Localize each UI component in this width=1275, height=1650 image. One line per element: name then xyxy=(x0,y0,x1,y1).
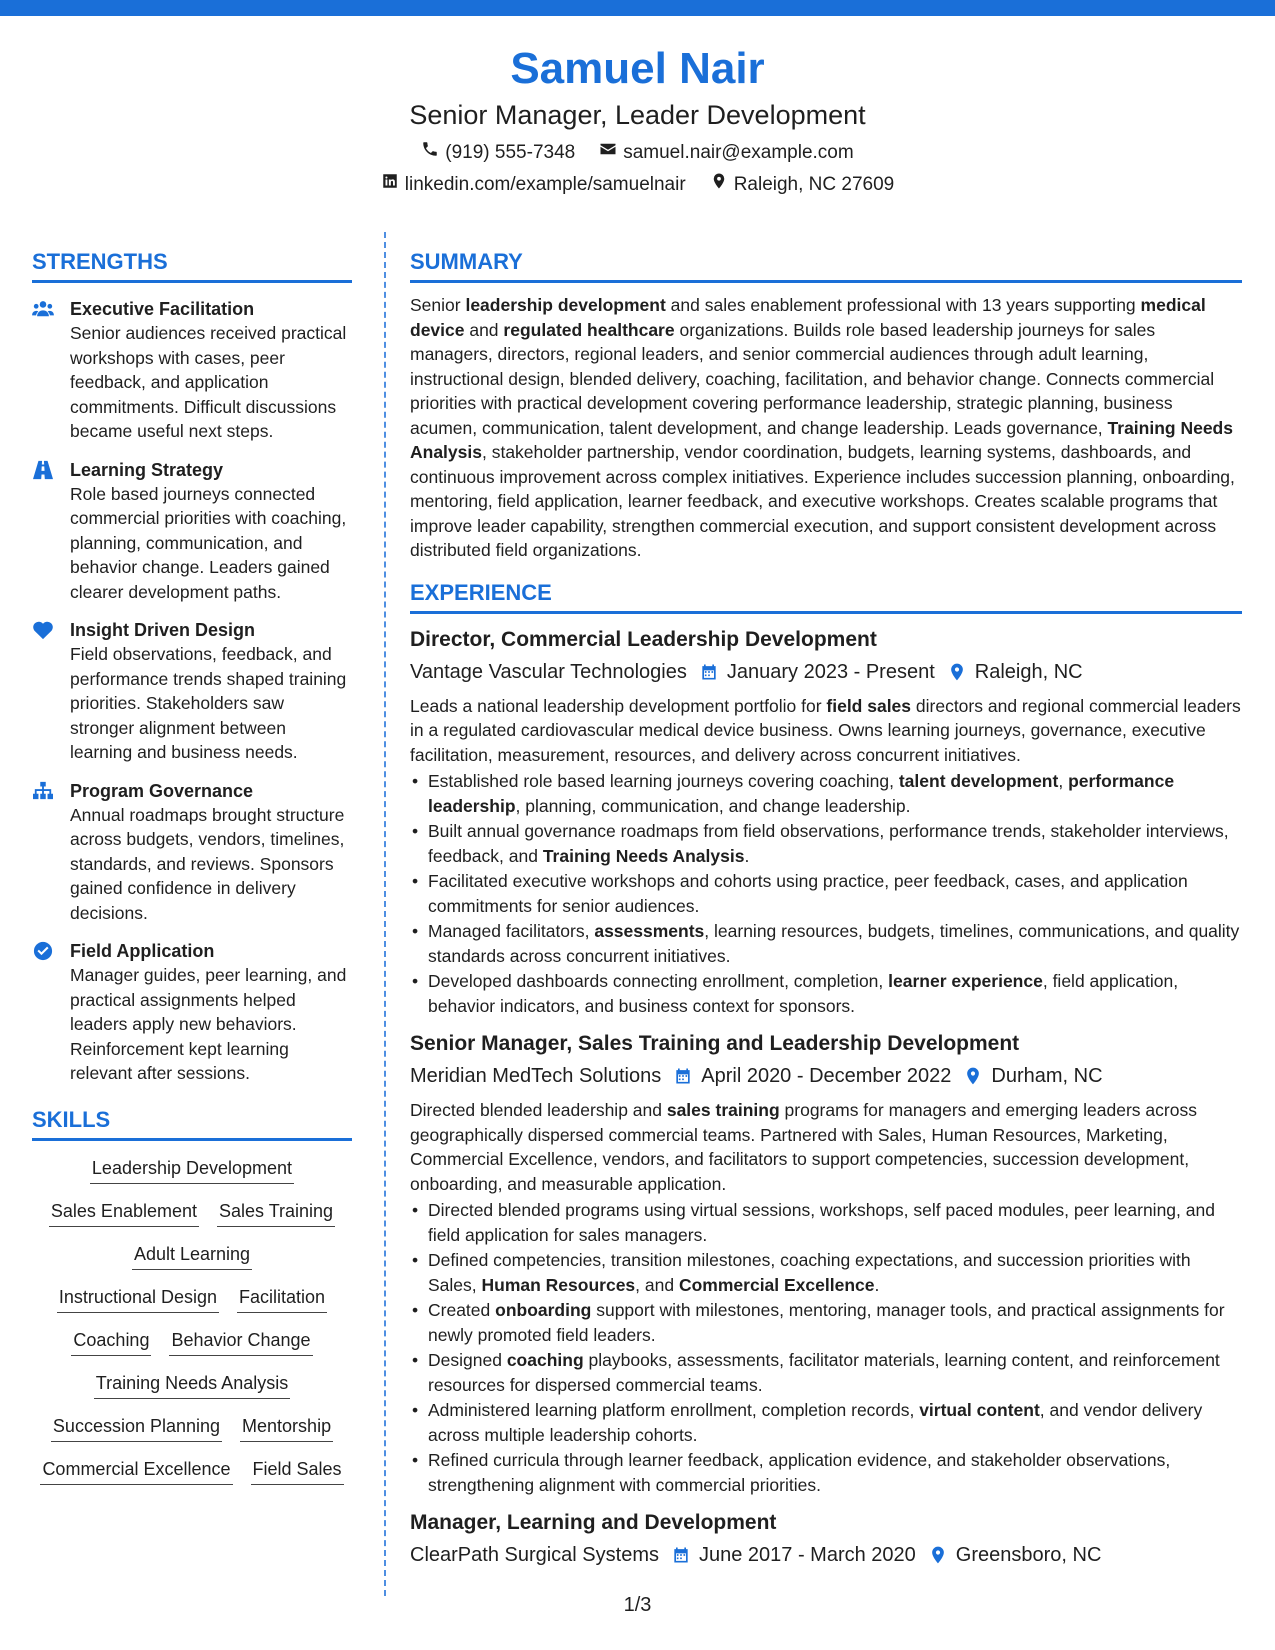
job-entry xyxy=(410,1509,1242,1569)
skill-tag: Leadership Development xyxy=(90,1155,294,1184)
summary-text: Senior leadership development and sales enablement professional with 13 years supporting medical device and regulated healthcare organizations. Builds role based leadership journeys for sales managers, directors, regional leaders, and senior commercial audiences through adult learning, instructional design, blended delivery, coaching, facilitation, and behavior change. Connects commercial priorities with practical development covering performance leadership, strategic planning, business acumen, communication, talent development, and change leadership. Leads governance, Training Needs Analysis, stakeholder partnership, vendor coordination, budgets, learning systems, dashboards, and continuous improvement across complex initiatives. Experience includes succession planning, onboarding, mentoring, field application, learner feedback, and executive workshops. Creates scalable programs that improve leader capability, strengthen commercial execution, and support consistent development across distributed field organizations. xyxy=(410,295,1235,560)
heart-icon xyxy=(32,618,70,765)
bullet-item: • Developed dashboards connecting enrollment, completion, learner experience, field application, behavior indicators, and business context for sponsors. xyxy=(428,969,1242,1018)
road-icon xyxy=(32,458,70,605)
company-name: Meridian MedTech Solutions xyxy=(410,1065,662,1087)
map-pin-icon xyxy=(963,1066,983,1086)
job-location: Greensboro, NC xyxy=(955,1544,1102,1566)
check-circle-icon xyxy=(32,939,70,1086)
strength-title: Learning Strategy xyxy=(70,459,224,480)
strength-item xyxy=(32,779,352,926)
skill-row xyxy=(32,1370,352,1399)
skill-tag: Sales Training xyxy=(217,1198,335,1227)
skill-tag: Succession Planning xyxy=(51,1413,222,1442)
column-divider xyxy=(384,232,386,1596)
bullet-item: • Managed facilitators, assessments, learning resources, budgets, timelines, communications, and quality standards across concurrent initiatives. xyxy=(428,919,1242,968)
strength-title: Program Governance xyxy=(70,780,254,801)
email-text: samuel.nair@example.com xyxy=(623,142,854,163)
strength-desc: Field observations, feedback, and performance trends shaped training priorities. Stakeholders saw stronger alignment between learning and business needs. xyxy=(70,644,347,762)
experience-heading: EXPERIENCE xyxy=(410,579,1242,614)
linkedin-icon xyxy=(381,172,399,198)
strength-desc: Role based journeys connected commercial priorities with coaching, planning, communication, and behavior change. Leaders gained clearer development paths. xyxy=(70,483,347,602)
sitemap-icon xyxy=(32,779,70,926)
strength-item xyxy=(32,939,352,1086)
bullet-item: • Defined competencies, transition milestones, coaching expectations, and succession priorities with Sales, Human Resources, and Commercial Excellence. xyxy=(428,1248,1242,1297)
bullet-item: • Directed blended programs using virtual sessions, workshops, self paced modules, peer learning, and field application for sales managers. xyxy=(428,1198,1242,1247)
skill-tag: Coaching xyxy=(71,1327,151,1356)
strength-desc: Manager guides, peer learning, and practical assignments helped leaders apply new behaviors. Reinforcement kept learning relevant after sessions. xyxy=(70,965,347,1083)
strength-desc: Senior audiences received practical workshops with cases, peer feedback, and application commitments. Difficult discussions became useful next steps. xyxy=(70,323,347,441)
skill-row xyxy=(32,1284,352,1313)
linkedin-contact[interactable] xyxy=(381,172,686,198)
page-number: 1/3 xyxy=(623,1594,652,1616)
right-column xyxy=(410,248,1242,1569)
bullet-item: • Built annual governance roadmaps from field observations, performance trends, stakeholder interviews, feedback, and Training Needs Analysis. xyxy=(428,819,1242,868)
job-bullets xyxy=(410,1198,1242,1497)
skill-tag: Sales Enablement xyxy=(49,1198,199,1227)
skill-tag: Adult Learning xyxy=(132,1241,252,1270)
bullet-item: • Refined curricula through learner feedback, application evidence, and stakeholder observations, strengthening alignment with commercial priorities. xyxy=(428,1448,1242,1497)
map-pin-icon xyxy=(947,662,967,682)
company-name: Vantage Vascular Technologies xyxy=(410,660,687,683)
job-description: Leads a national leadership development portfolio for field sales directors and regional commercial leaders in a regulated cardiovascular medical device business. Owns learning journeys, governance, executive facilitation, measurement, resources, and delivery across concurrent initiatives. xyxy=(410,695,1241,765)
strength-item xyxy=(32,297,352,444)
skill-row xyxy=(32,1327,352,1356)
linkedin-text: linkedin.com/example/samuelnair xyxy=(404,174,686,195)
resume-header xyxy=(0,40,1275,198)
skill-tag: Field Sales xyxy=(251,1456,344,1485)
email-contact[interactable] xyxy=(599,140,854,166)
top-accent-bar xyxy=(0,0,1275,16)
skills-list xyxy=(32,1155,352,1485)
bullet-item: • Designed coaching playbooks, assessments, facilitator materials, learning content, and reinforcement resources for dispersed commercial teams. xyxy=(428,1348,1242,1397)
users-icon xyxy=(32,297,70,444)
job-dates: January 2023 - Present xyxy=(726,660,935,683)
strength-desc: Annual roadmaps brought structure across budgets, vendors, timelines, standards, and reviews. Sponsors gained confidence in delivery decisions. xyxy=(70,804,345,923)
strength-title: Insight Driven Design xyxy=(70,620,256,640)
bullet-item: • Facilitated executive workshops and cohorts using practice, peer feedback, cases, and application commitments for senior audiences. xyxy=(428,869,1242,918)
map-pin-icon xyxy=(928,1545,948,1565)
skill-tag: Commercial Excellence xyxy=(40,1456,232,1485)
contact-row-1 xyxy=(0,140,1275,166)
candidate-headline: Senior Manager, Leader Development xyxy=(409,100,866,130)
strengths-heading: STRENGTHS xyxy=(32,248,352,283)
job-location: Raleigh, NC xyxy=(974,660,1083,683)
calendar-icon xyxy=(671,1545,691,1565)
phone-contact[interactable] xyxy=(421,140,575,166)
job-location: Durham, NC xyxy=(991,1065,1103,1087)
job-title: Director, Commercial Leadership Development xyxy=(410,627,877,651)
skill-row xyxy=(32,1413,352,1442)
skill-row xyxy=(32,1456,352,1485)
job-title: Senior Manager, Sales Training and Leadership Development xyxy=(410,1032,1020,1055)
calendar-icon xyxy=(699,662,719,682)
skills-heading: SKILLS xyxy=(32,1106,352,1141)
job-entry xyxy=(410,626,1242,1019)
skill-tag: Facilitation xyxy=(237,1284,327,1313)
skill-tag: Behavior Change xyxy=(169,1327,312,1356)
summary-heading: SUMMARY xyxy=(410,248,1242,283)
strength-title: Executive Facilitation xyxy=(70,299,255,319)
skill-row xyxy=(32,1155,352,1184)
job-description: Directed blended leadership and sales training programs for managers and emerging leaders across geographically dispersed commercial teams. Partnered with Sales, Human Resources, Marketing, Commercial Excellence, vendors, and facilitators to support competencies, succession development, onboarding, and measurable application. xyxy=(410,1100,1197,1194)
skill-tag: Instructional Design xyxy=(57,1284,219,1313)
left-column xyxy=(32,248,352,1499)
job-title: Manager, Learning and Development xyxy=(410,1511,777,1534)
job-bullets xyxy=(410,769,1242,1018)
location-text: Raleigh, NC 27609 xyxy=(733,174,895,195)
job-entry xyxy=(410,1030,1242,1497)
strengths-list xyxy=(32,297,352,1086)
job-meta xyxy=(410,1062,1242,1090)
strength-item xyxy=(32,618,352,765)
skill-tag: Mentorship xyxy=(240,1413,333,1442)
skill-row xyxy=(32,1241,352,1270)
bullet-item: • Established role based learning journeys covering coaching, talent development, performance leadership, planning, communication, and change leadership. xyxy=(428,769,1242,818)
bullet-item: • Created onboarding support with milestones, mentoring, manager tools, and practical assignments for newly promoted field leaders. xyxy=(428,1298,1242,1347)
skill-row xyxy=(32,1198,352,1227)
phone-text: (919) 555-7348 xyxy=(445,142,576,163)
job-meta xyxy=(410,1541,1242,1569)
calendar-icon xyxy=(673,1066,693,1086)
location-contact xyxy=(710,172,895,198)
job-dates: April 2020 - December 2022 xyxy=(701,1065,952,1087)
map-pin-icon xyxy=(710,172,728,198)
skill-tag: Training Needs Analysis xyxy=(94,1370,290,1399)
strength-item xyxy=(32,458,352,605)
strength-title: Field Application xyxy=(70,941,215,961)
contact-row-2 xyxy=(0,172,1275,198)
company-name: ClearPath Surgical Systems xyxy=(410,1544,659,1566)
envelope-icon xyxy=(599,140,617,166)
phone-icon xyxy=(421,140,439,166)
candidate-name: Samuel Nair xyxy=(510,44,765,93)
job-dates: June 2017 - March 2020 xyxy=(698,1544,916,1566)
bullet-item: • Administered learning platform enrollment, completion records, virtual content, and vendor delivery across multiple leadership cohorts. xyxy=(428,1398,1242,1447)
job-meta xyxy=(410,658,1242,686)
